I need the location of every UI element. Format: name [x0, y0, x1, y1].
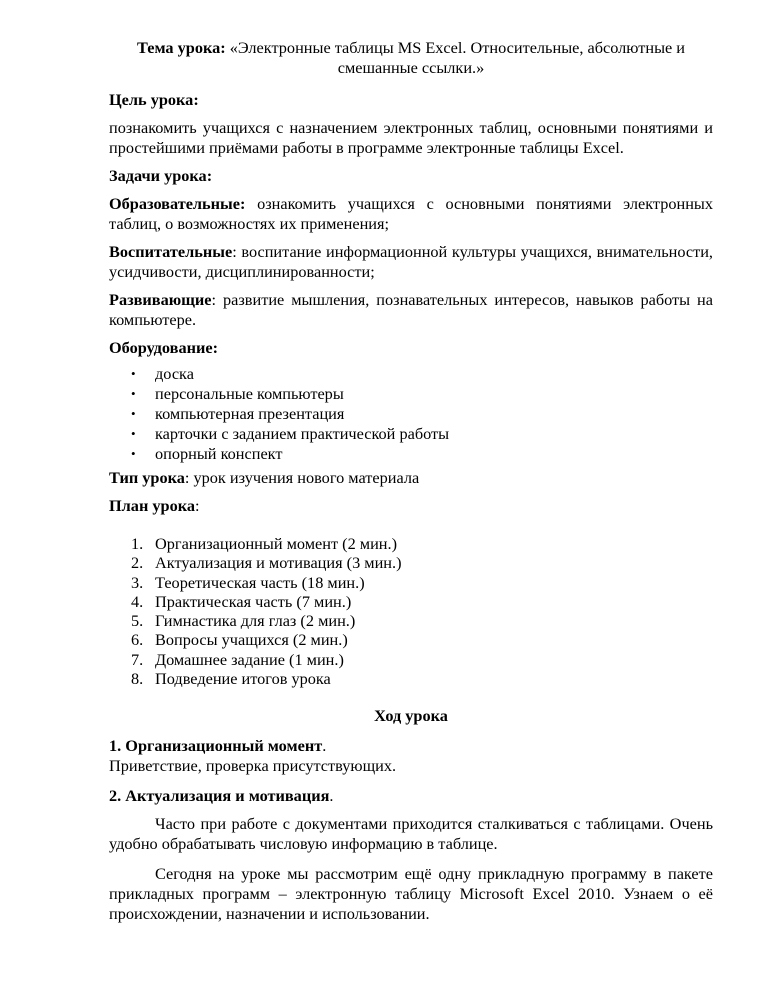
list-item-number: 1. [131, 534, 144, 553]
section-1-text: Приветствие, проверка присутствующих. [109, 756, 397, 776]
lesson-topic-text: «Электронные таблицы MS Excel. Относительные, абсолютные и смешанные ссылки.» [225, 38, 686, 77]
section-2-title: 2. Актуализация и мотивация [109, 786, 330, 806]
list-item-number: 6. [131, 630, 144, 650]
bullet-icon: • [131, 426, 136, 441]
upbringing-text: : воспитание информационной культуры учащихся, внимательности, усидчивости, дисциплинированности; [109, 242, 713, 281]
list-item-text: Гимнастика для глаз (2 мин.) [155, 611, 356, 631]
list-item-number: 8. [131, 669, 144, 689]
educational-task [109, 194, 713, 234]
list-item-text: Теоретическая часть (18 мин.) [155, 572, 365, 592]
list-item-number: 2. [131, 553, 144, 573]
lesson-topic-label: Тема урока: [136, 38, 226, 57]
list-item-number: 7. [131, 649, 144, 669]
section-1-dot: . [322, 736, 327, 756]
equipment-list [109, 364, 713, 464]
list-item-text: Практическая часть (7 мин.) [155, 591, 352, 611]
section-2-dot: . [329, 786, 334, 806]
list-item [109, 553, 713, 572]
list-item-text: карточки с заданием практической работы [155, 424, 450, 443]
goal-text: познакомить учащихся с назначением электронных таблиц, основными понятиями и простейшими приёмами работы в программе электронные таблицы Excel. [109, 118, 713, 157]
lesson-type-text: : урок изучения нового материала [184, 468, 420, 487]
lesson-progress-heading: Ход урока [374, 706, 448, 726]
goal-heading: Цель урока: [109, 90, 199, 109]
bullet-icon: • [131, 406, 136, 421]
list-item [109, 404, 713, 424]
plan-list [109, 534, 713, 688]
section-2-paragraph-2: Сегодня на уроке мы рассмотрим ещё одну прикладную программу в пакете прикладных программ – электронную таблицу Microsoft Excel 2010. Узнаем о её происхождении, назначении и использовании. [109, 864, 713, 924]
bullet-icon: • [131, 366, 136, 381]
lesson-topic [109, 38, 713, 78]
developing-task [109, 290, 713, 330]
plan-label: План урока [109, 496, 196, 515]
list-item [109, 592, 713, 611]
upbringing-label: Воспитательные [109, 242, 233, 261]
plan-colon: : [195, 496, 200, 515]
upbringing-task [109, 242, 713, 282]
list-item [109, 630, 713, 649]
list-item-number: 4. [131, 591, 144, 611]
list-item-number: 3. [131, 572, 144, 592]
section-1-heading [109, 736, 713, 756]
list-item-text: Домашнее задание (1 мин.) [155, 649, 344, 669]
educational-text: ознакомить учащихся с основными понятиями электронных таблиц, о возможностях их применения; [109, 194, 713, 233]
list-item [109, 384, 713, 404]
list-item [109, 650, 713, 669]
list-item-text: компьютерная презентация [155, 404, 345, 423]
educational-label: Образовательные: [109, 194, 246, 213]
list-item-text: опорный конспект [155, 444, 283, 463]
list-item [109, 424, 713, 444]
plan-heading [109, 496, 713, 516]
list-item-text: Организационный момент (2 мин.) [155, 534, 398, 553]
list-item-text: доска [155, 364, 194, 383]
list-item-text: персональные компьютеры [155, 384, 344, 403]
list-item-text: Вопросы учащихся (2 мин.) [155, 630, 348, 650]
tasks-heading: Задачи урока: [109, 166, 213, 185]
list-item-text: Подведение итогов урока [155, 669, 331, 689]
section-1-title: 1. Организационный момент [109, 736, 323, 756]
lesson-type-label: Тип урока [109, 468, 185, 487]
list-item [109, 669, 713, 688]
section-2-paragraph-1: Часто при работе с документами приходится сталкиваться с таблицами. Очень удобно обрабатывать числовую информацию в таблице. [109, 814, 713, 854]
bullet-icon: • [131, 446, 136, 461]
section-2-heading [109, 786, 713, 806]
list-item [109, 364, 713, 384]
list-item [109, 534, 713, 553]
developing-text: : развитие мышления, познавательных интересов, навыков работы на компьютере. [109, 290, 713, 329]
list-item [109, 444, 713, 464]
list-item-text: Актуализация и мотивация (3 мин.) [155, 553, 402, 573]
document-page [109, 38, 713, 924]
list-item-number: 5. [131, 611, 144, 631]
bullet-icon: • [131, 386, 136, 401]
list-item [109, 611, 713, 630]
developing-label: Развивающие [109, 290, 212, 309]
equipment-heading: Оборудование: [109, 338, 218, 357]
lesson-type [109, 468, 713, 488]
list-item [109, 573, 713, 592]
